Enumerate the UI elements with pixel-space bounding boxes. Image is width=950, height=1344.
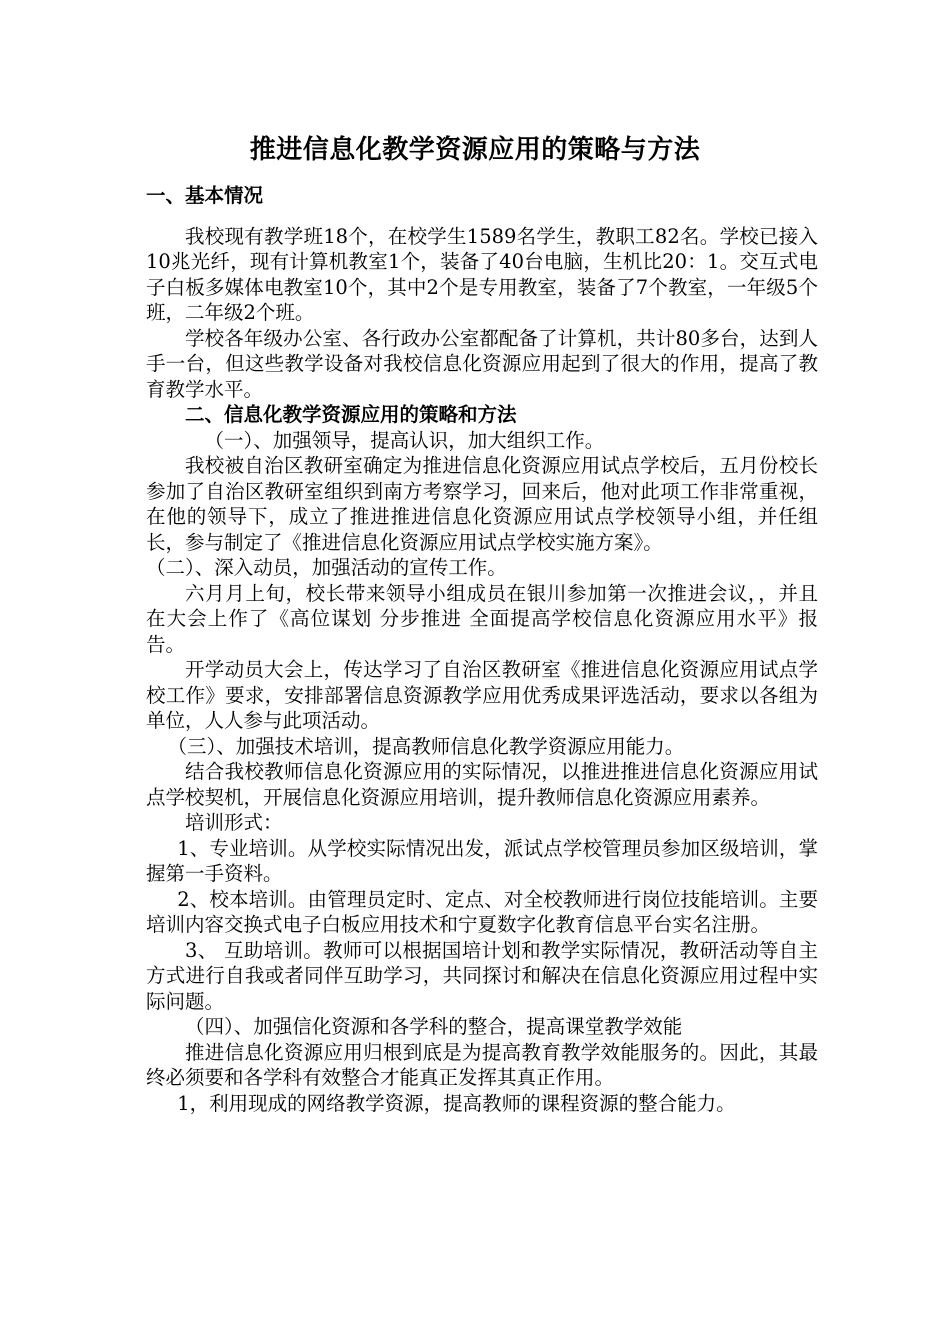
paragraph: 六月月上旬，校长带来领导小组成员在银川参加第一次推进会议，，并且在大会上作了《高位谋划 分步推进 全面提高学校信息化资源应用水平》报告。 <box>146 581 818 656</box>
paragraph: 推进信息化资源应用归根到底是为提高教育教学效能服务的。因此，其最终必须要和各学科有效整合才能真正发挥其真正作用。 <box>146 1040 818 1089</box>
paragraph: 我校现有教学班18个，在校学生1589名学生，教职工82名。学校已接入10兆光纤，现有计算机教室1个，装备了40台电脑，生机比20：1。交互式电子白板多媒体电教室10个，其中2个是专用教室，装备了7个教室，一年级5个班，二年级2个班。 <box>146 224 818 324</box>
subsection-heading: （一）、加强领导，提高认识，加大组织工作。 <box>204 428 605 452</box>
section-heading: 一、基本情况 <box>146 184 264 207</box>
document-title: 推进信息化教学资源应用的策略与方法 <box>249 135 701 165</box>
paragraph: 培训形式： <box>185 811 283 834</box>
subsection-heading: （三）、加强技术培训，提高教师信息化教学资源应用能力。 <box>167 734 685 758</box>
paragraph: 学校各年级办公室、各行政办公室都配备了计算机，共计80多台，达到人手一台，但这些教学设备对我校信息化资源应用起到了很大的作用，提高了教育教学水平。 <box>146 326 818 401</box>
subsection-heading: （二）、深入动员，加强活动的宣传工作。 <box>146 556 507 579</box>
subsection-heading: （四）、加强信化资源和各学科的整合，提高课堂教学效能 <box>185 1015 683 1038</box>
section-heading: 二、信息化教学资源应用的策略和方法 <box>185 403 517 426</box>
list-item: 3、 互助培训。教师可以根据国培计划和教学实际情况，教研活动等自主方式进行自我或者同伴互助学习，共同探讨和解决在信息化资源应用过程中实际问题。 <box>146 938 818 1013</box>
paragraph: 我校被自治区教研室确定为推进信息化资源应用试点学校后，五月份校长参加了自治区教研室组织到南方考察学习，回来后，他对此项工作非常重视，在他的领导下，成立了推进推进信息化资源应用试点学校领导小组，并任组长，参与制定了《推进信息化资源应用试点学校实施方案》。 <box>146 454 818 554</box>
document-body <box>146 183 818 1116</box>
list-item: 1、专业培训。从学校实际情况出发，派试点学校管理员参加区级培训，掌握第一手资料。 <box>146 836 818 885</box>
list-item: 2、校本培训。由管理员定时、定点、对全校教师进行岗位技能培训。主要培训内容交换式电子白板应用技术和宁夏数字化教育信息平台实名注册。 <box>146 887 818 936</box>
list-item: 1，利用现成的网络教学资源，提高教师的课程资源的整合能力。 <box>177 1091 736 1115</box>
paragraph: 结合我校教师信息化资源应用的实际情况，以推进推进信息化资源应用试点学校契机，开展信息化资源应用培训，提升教师信息化资源应用素养。 <box>146 760 818 809</box>
paragraph: 开学动员大会上，传达学习了自治区教研室《推进信息化资源应用试点学校工作》要求，安排部署信息资源教学应用优秀成果评选活动，要求以各组为单位，人人参与此项活动。 <box>146 658 818 732</box>
